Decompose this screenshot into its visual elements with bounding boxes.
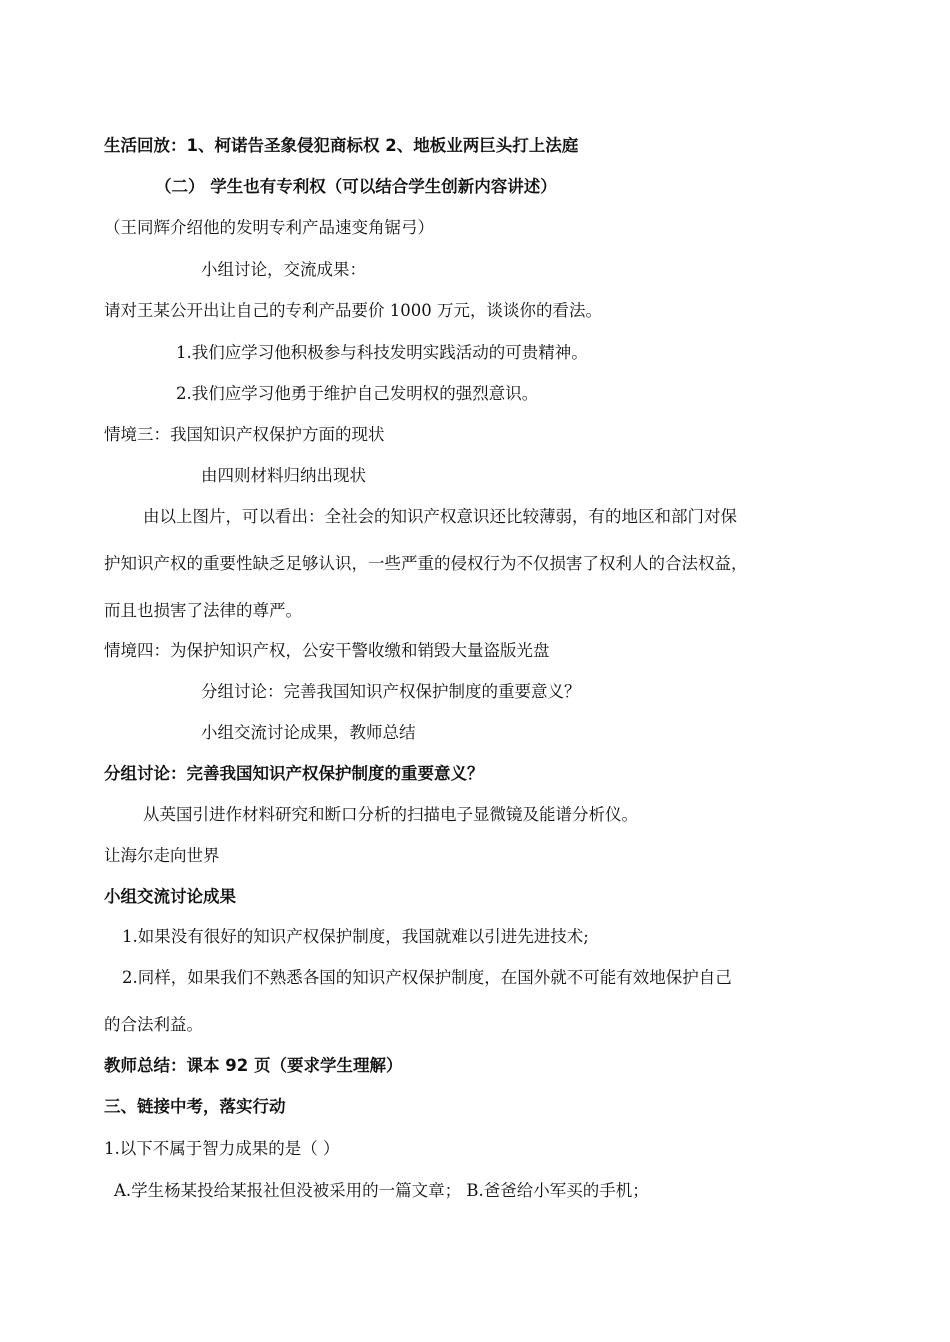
scenario-four-line: 情境四：为保护知识产权，公安干警收缴和销毁大量盗版光盘: [104, 641, 550, 660]
import-equipment-line: 从英国引进作材料研究和断口分析的扫描电子显微镜及能谱分析仪。: [143, 805, 638, 824]
result-item-1: 1.如果没有很好的知识产权保护制度，我国就难以引进先进技术;: [122, 927, 589, 946]
section-two-heading: （二） 学生也有专利权（可以结合学生创新内容讲述）: [155, 177, 557, 196]
life-replay-heading: 生活回放：1、柯诺告圣象侵犯商标权 2、地板业两巨头打上法庭: [104, 136, 579, 155]
scenario-three-line: 情境三：我国知识产权保护方面的现状: [104, 425, 385, 444]
answer-item-1: 1.我们应学习他积极参与科技发明实践活动的可贵精神。: [176, 343, 588, 362]
group-discussion-line: 小组讨论，交流成果：: [201, 260, 366, 279]
group-results-line: 小组交流讨论成果，教师总结: [201, 723, 416, 742]
question-1: 1.以下不属于智力成果的是（ ）: [104, 1139, 340, 1158]
group-results-heading: 小组交流讨论成果: [104, 887, 236, 906]
paragraph-line-2: 护知识产权的重要性缺乏足够认识，一些严重的侵权行为不仅损害了权利人的合法权益，: [104, 554, 748, 573]
materials-summary-line: 由四则材料归纳出现状: [201, 466, 366, 485]
paragraph-line-3: 而且也损害了法律的尊严。: [104, 601, 302, 620]
section-three-heading: 三、链接中考，落实行动: [104, 1097, 286, 1116]
result-item-2: 2.同样，如果我们不熟悉各国的知识产权保护制度，在国外就不可能有效地保护自己: [122, 968, 732, 987]
answer-item-2: 2.我们应学习他勇于维护自己发明权的强烈意识。: [176, 384, 539, 403]
haier-line: 让海尔走向世界: [104, 846, 220, 865]
paragraph-line-1: 由以上图片，可以看出：全社会的知识产权意识还比较薄弱，有的地区和部门对保: [143, 507, 737, 526]
discussion-heading: 分组讨论：完善我国知识产权保护制度的重要意义？: [104, 764, 484, 783]
question-1-options: A.学生杨某投给某报社但没被采用的一篇文章； B.爸爸给小军买的手机；: [114, 1181, 649, 1200]
result-item-2-cont: 的合法利益。: [104, 1015, 203, 1034]
question-line: 请对王某公开出让自己的专利产品要价 1000 万元，谈谈你的看法。: [104, 301, 602, 320]
discussion-question-line: 分组讨论：完善我国知识产权保护制度的重要意义？: [201, 682, 581, 701]
teacher-summary-heading: 教师总结：课本 92 页（要求学生理解）: [104, 1056, 403, 1075]
note-line: （王同辉介绍他的发明专利产品速变角锯弓）: [104, 218, 434, 237]
